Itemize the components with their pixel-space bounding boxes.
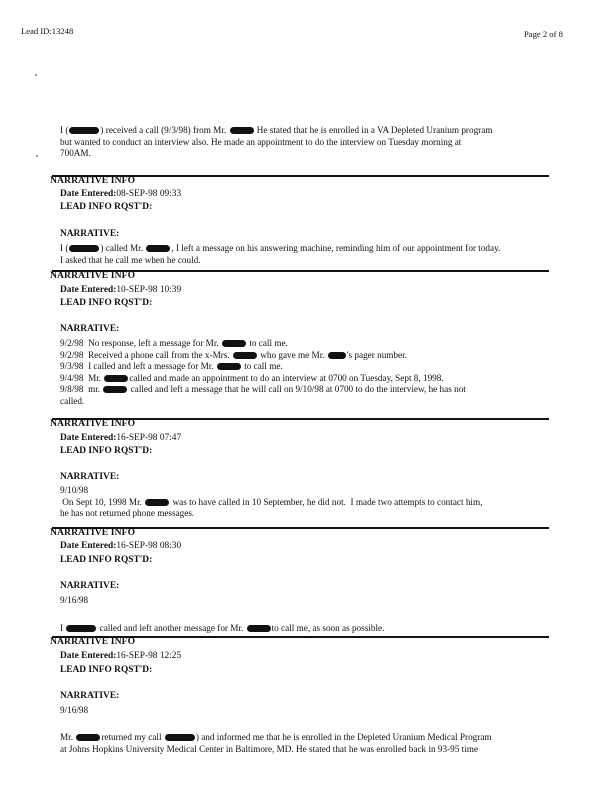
text-line: On Sept 10, 1998 Mr. was to have called in 10 September, he did not. I made two attempts to contact him,	[60, 496, 483, 507]
redaction	[222, 340, 246, 347]
text-line: he has not returned phone messages.	[60, 508, 195, 518]
section-title: NARRATIVE INFO	[50, 270, 136, 281]
text-line: at Johns Hopkins University Medical Center in Baltimore, MD. He stated that he was enrolled back in 93-95 time	[60, 743, 478, 754]
redaction	[103, 386, 127, 393]
text-line	[60, 717, 530, 729]
text-line: 9/16/98	[60, 705, 89, 715]
redaction	[217, 363, 241, 370]
scan-speck	[36, 155, 38, 157]
text-line: 9/3/98 I called and left a message for Mr. to call me.	[60, 361, 283, 371]
text-line: 9/4/98 Mr. called and made an appointment to do an interview at 0700 on Tuesday, Sept 8, 1998.	[60, 372, 444, 383]
text-line: called.	[60, 395, 85, 406]
narrative-text	[60, 338, 530, 407]
text-line: Mr. returned my call ) and informed me that he is enrolled in the Depleted Uranium Medical Program	[60, 732, 492, 742]
redaction	[145, 499, 169, 506]
scan-speck	[35, 74, 37, 76]
redaction	[104, 375, 128, 382]
date-entered: Date Entered:16-SEP-98 08:30	[60, 541, 182, 551]
date-entered: Date Entered:16-SEP-98 12:25	[60, 651, 182, 661]
narrative-label: NARRATIVE:	[60, 229, 120, 239]
redaction	[230, 127, 254, 134]
lead-info-rqstd: LEAD INFO RQST'D:	[60, 298, 153, 308]
narrative-text	[60, 485, 530, 520]
text-line	[60, 607, 530, 619]
redaction	[66, 625, 96, 632]
text-line: but wanted to conduct an interview also. He made an appointment to do the interview on Tuesday morning at	[60, 136, 462, 147]
date-entered: Date Entered:08-SEP-98 09:33	[60, 189, 182, 199]
page-number: Page 2 of 8	[524, 29, 563, 39]
redaction	[69, 245, 99, 252]
redaction	[165, 734, 195, 741]
narrative-text	[60, 595, 530, 635]
text-line: I ( ) received a call (9/3/98) from Mr. He stated that he is enrolled in a VA Depleted Uranium program	[60, 125, 493, 135]
lead-info-rqstd: LEAD INFO RQST'D:	[60, 202, 153, 212]
lead-info-rqstd: LEAD INFO RQST'D:	[60, 665, 153, 675]
narrative-text	[60, 705, 530, 755]
text-line: I called and left another message for Mr. to call me, as soon as possible.	[60, 623, 385, 633]
section-title: NARRATIVE INFO	[50, 636, 136, 647]
redaction	[146, 245, 170, 252]
text-line: 9/2/98 No response, left a message for Mr. to call me.	[60, 338, 288, 348]
narrative-label: NARRATIVE:	[60, 324, 120, 334]
narrative-label: NARRATIVE:	[60, 472, 120, 482]
redaction	[69, 127, 99, 134]
text-line: 700AM.	[60, 148, 91, 158]
narrative-text	[60, 243, 530, 266]
redaction	[247, 625, 271, 632]
lead-id: Lead ID:13248	[21, 26, 74, 36]
text-line: 9/16/98	[60, 595, 89, 605]
redaction	[233, 352, 257, 359]
text-line: 9/8/98 mr. called and left a message that he will call on 9/10/98 at 0700 to do the interview, he has not	[60, 384, 466, 394]
section-title: NARRATIVE INFO	[50, 418, 136, 429]
text-line: 9/2/98 Received a phone call from the x-Mrs. who gave me Mr. 's pager number.	[60, 349, 407, 360]
lead-info-rqstd: LEAD INFO RQST'D:	[60, 446, 153, 456]
narrative-label: NARRATIVE:	[60, 691, 120, 701]
date-entered: Date Entered:16-SEP-98 07:47	[60, 433, 182, 443]
section-title: NARRATIVE INFO	[50, 175, 136, 186]
redaction	[76, 734, 100, 741]
date-entered: Date Entered:10-SEP-98 10:39	[60, 285, 182, 295]
redaction	[328, 352, 346, 359]
text-line: I ( ) called Mr. , I left a message on his answering machine, reminding him of our appointment for today.	[60, 243, 501, 253]
text-line: I asked that he call me when he could.	[60, 254, 201, 265]
intro-paragraph	[60, 125, 530, 160]
lead-info-rqstd: LEAD INFO RQST'D:	[60, 555, 153, 565]
text-line: 9/10/98	[60, 485, 89, 495]
narrative-label: NARRATIVE:	[60, 581, 120, 591]
section-title: NARRATIVE INFO	[50, 527, 136, 538]
